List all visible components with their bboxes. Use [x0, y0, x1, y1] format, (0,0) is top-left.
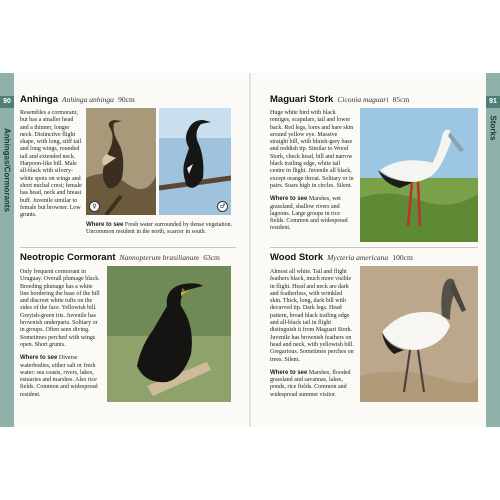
size: 85cm	[392, 95, 410, 104]
left-page-number: 90	[0, 96, 14, 108]
scientific-name: Mycteria americana	[327, 253, 389, 262]
book-gutter	[249, 73, 251, 427]
description-text: Only frequent cormorant in Uruguay. Overall plumage black. Breeding plumage has a white line bordering the base of the bill and discreet white tufts on the sides of the face. Yellowish bill. Greyish-green iris. Juvenile has brownish underparts. Solitary or in groups. Often seen diving. Sometimes perched with wings open. Short grunts.	[20, 269, 100, 348]
photo-neotropic-cormorant	[107, 266, 231, 402]
left-section-tab	[0, 73, 14, 427]
size: 90cm	[118, 95, 135, 104]
scientific-name: Ciconia maguari	[337, 95, 389, 104]
where-to-see-label: Where to see	[270, 369, 308, 376]
male-symbol-icon: ♂	[217, 201, 228, 212]
common-name: Wood Stork	[270, 252, 324, 263]
left-section-tab-label: Anhingas/Cormorants	[2, 127, 12, 213]
section-divider	[270, 247, 478, 248]
where-to-see-text: Marshes, flooded grassland and savannas, lakes, ponds, rice fields. Common and widespread summer visitor.	[270, 369, 351, 398]
photo-maguari-stork	[360, 108, 478, 242]
where-to-see-label: Where to see	[86, 222, 124, 228]
common-name: Anhinga	[20, 94, 58, 105]
common-name: Maguari Stork	[270, 94, 334, 105]
right-page-number: 91	[486, 96, 500, 108]
species-description-wood-stork	[270, 269, 355, 399]
size: 63cm	[203, 253, 220, 262]
species-heading-wood-stork	[270, 252, 413, 263]
section-divider	[20, 247, 236, 248]
scientific-name: Anhinga anhinga	[62, 95, 114, 104]
description-text: Huge white bird with black remiges, scapulars, tail and lower back. Red legs, lores and bare skin around yellow eye. Massive straight bill, with bluish-grey base and reddish tip. Similar to Wood Stork, check head, bill and narrow black trailing edge, white tail centre in flight. Juvenile all black, except orange throat. Solitary or in pairs. Soars high in circles. Silent.	[270, 110, 354, 189]
right-section-tab-label: Storks	[488, 115, 498, 141]
species-description-maguari-stork	[270, 110, 355, 233]
species-description-neotropic-cormorant	[20, 269, 102, 399]
where-to-see-text: Marshes, wet grassland, shallow rivers and lagoons. Large groups in rice fields. Common and widespread resident.	[270, 196, 348, 232]
photo-wood-stork	[360, 266, 478, 402]
scientific-name: Nannopterum brasilianum	[119, 253, 199, 262]
photo-anhinga-male	[159, 108, 231, 215]
species-description-anhinga	[20, 110, 82, 219]
species-heading-maguari-stork	[270, 94, 409, 105]
size: 100cm	[392, 253, 413, 262]
photo-anhinga-female	[86, 108, 156, 215]
female-symbol-icon: ♀	[89, 201, 100, 212]
description-text: Almost all white. Tail and flight feathers black, much more visible in flight. Head and neck are dark and featherless, with wrinkled skin. Thick, long, dark bill with decurved tip. Dark legs. Head pattern, broad black trailing edge and all-black tail in flight distinguish it from Maguari Stork. Juvenile has brownish feathers on head and neck, with yellowish bill. Gregarious. Sometimes perches on trees. Silent.	[270, 269, 354, 363]
common-name: Neotropic Cormorant	[20, 252, 116, 263]
where-to-see-anhinga	[86, 222, 236, 237]
species-heading-neotropic-cormorant	[20, 252, 220, 263]
where-to-see-text: Fresh water surrounded by dense vegetation. Uncommon resident in the north, scarcer in south.	[86, 222, 233, 236]
where-to-see-text: Diverse waterbodies, either salt or fresh water: sea coasts, rivers, lakes, estuaries and marshes. Also rice fields. Common and widespread resident.	[20, 355, 98, 398]
where-to-see-label: Where to see	[270, 196, 308, 203]
species-heading-anhinga	[20, 94, 135, 105]
where-to-see-label: Where to see	[20, 355, 58, 362]
description-text: Resembles a cormorant, but has a smaller head and a thinner, longer neck. Distinctive flight shape, with long, stiff tail and long wings, rounded tail and extended neck. Harpoon-like bill. Male all-black with silvery-white spots on wings and short nuchal crest; female has head, neck and breast buff. Juvenile similar to female but browner. Low grunts.	[20, 110, 82, 219]
